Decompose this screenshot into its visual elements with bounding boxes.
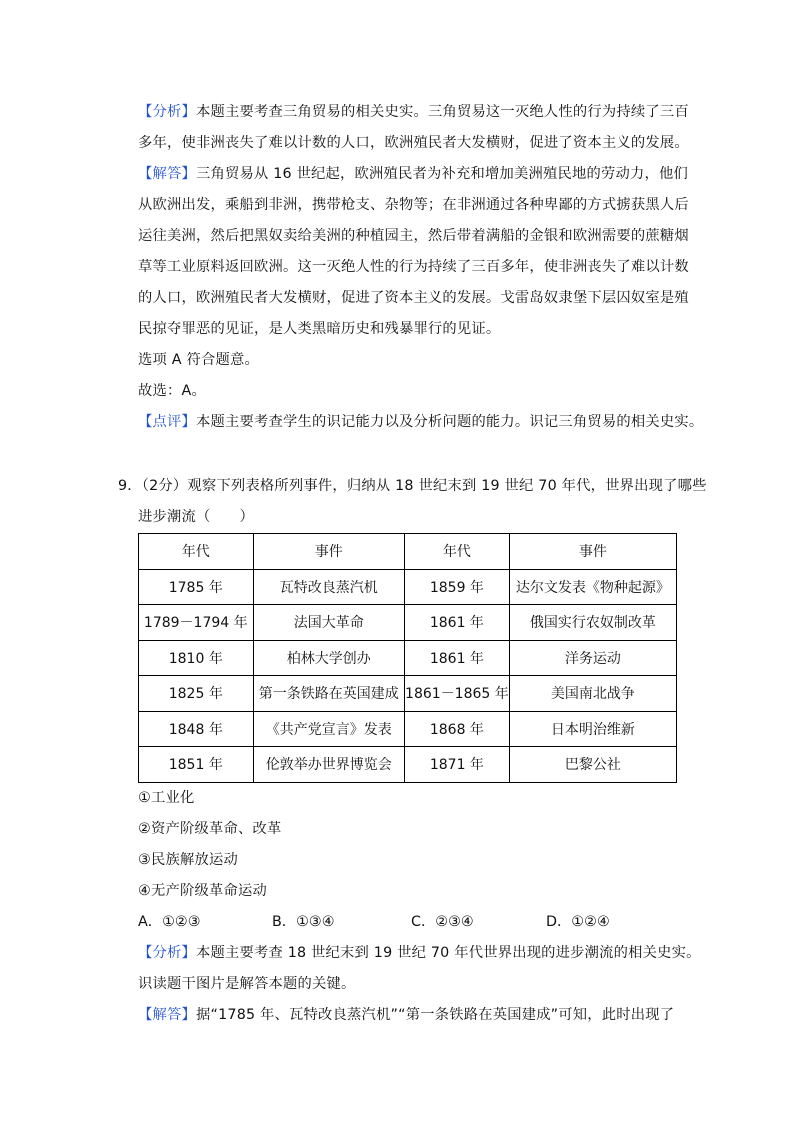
q9-option-c: C．②③④: [411, 914, 474, 930]
analysis-text: 本题主要考查 18 世纪末到 19 世纪 70 年代世界出现的进步潮流的相关史实。: [196, 945, 701, 961]
comment-tag: 【点评】: [138, 414, 196, 430]
q9-analysis-line: [138, 943, 701, 963]
analysis-tag: 【分析】: [138, 104, 196, 120]
q8-comment-line: [138, 412, 703, 432]
table-cell: 美国南北战争: [509, 676, 676, 712]
table-cell: 1871 年: [405, 747, 510, 783]
table-cell: 达尔文发表《物种起源》: [509, 569, 676, 605]
table-cell: 1785 年: [139, 569, 254, 605]
q9-analysis-line-2: 识读题干图片是解答本题的关键。: [138, 976, 356, 992]
table-cell: 俄国实行农奴制改革: [509, 605, 676, 641]
table-header-row: [139, 534, 677, 570]
q9-item-3: ③民族解放运动: [138, 852, 238, 868]
table-cell: 伦敦举办世界博览会: [253, 747, 404, 783]
table-cell: 1848 年: [139, 711, 254, 747]
q9-answer-line: [138, 1005, 674, 1025]
analysis-text: 本题主要考查三角贸易的相关史实。三角贸易这一灭绝人性的行为持续了三百: [196, 104, 689, 120]
table-cell: 日本明治维新: [509, 711, 676, 747]
events-table: [138, 533, 677, 783]
q9-item-4: ④无产阶级革命运动: [138, 883, 267, 899]
table-cell: 1789－1794 年: [139, 605, 254, 641]
q8-analysis-line-2: 多年，使非洲丧失了难以计数的人口，欧洲殖民者大发横财，促进了资本主义的发展。: [138, 135, 689, 151]
table-cell: 1861 年: [405, 640, 510, 676]
q9-option-d: D．①②④: [546, 914, 610, 930]
answer-text: 三角贸易从 16 世纪起，欧洲殖民者为补充和增加美洲殖民地的劳动力，他们: [196, 166, 688, 182]
q9-option-a: A．①②③: [138, 914, 201, 930]
table-cell: 第一条铁路在英国建成: [253, 676, 404, 712]
q9-stem-line: 9．（2分）观察下列表格所列事件，归纳从 18 世纪末到 19 世纪 70 年代，世界出现了哪些: [118, 478, 707, 494]
table-cell: 瓦特改良蒸汽机: [253, 569, 404, 605]
q8-answer-line: [138, 164, 688, 184]
q9-option-b: B．①③④: [272, 914, 335, 930]
q8-answer-line-5: 的人口，欧洲殖民者大发横财，促进了资本主义的发展。戈雷岛奴隶堡下层囚奴室是殖: [138, 290, 689, 306]
q8-answer-line-4: 草等工业原料返回欧洲。这一灭绝人性的行为持续了三百多年，使非洲丧失了难以计数: [138, 259, 689, 275]
table-cell: 1861－1865 年: [405, 676, 510, 712]
q8-choice-line: 选项 A 符合题意。: [138, 352, 259, 368]
table-cell: 柏林大学创办: [253, 640, 404, 676]
table-cell: 1861 年: [405, 605, 510, 641]
table-header-cell: 事件: [253, 534, 404, 570]
table-cell: 1868 年: [405, 711, 510, 747]
q8-answer-line-2: 从欧洲出发，乘船到非洲，携带枪支、杂物等；在非洲通过各种卑鄙的方式掳获黑人后: [138, 197, 689, 213]
answer-tag: 【解答】: [138, 1007, 196, 1023]
q9-item-2: ②资产阶级革命、改革: [138, 821, 282, 837]
table-row: [139, 605, 677, 641]
q9-item-1: ①工业化: [138, 790, 195, 806]
table-header-cell: 年代: [139, 534, 254, 570]
table-cell: 1825 年: [139, 676, 254, 712]
table-cell: 法国大革命: [253, 605, 404, 641]
table-row: [139, 711, 677, 747]
answer-text: 据“1785 年、瓦特改良蒸汽机”“第一条铁路在英国建成”可知，此时出现了: [196, 1007, 675, 1023]
table-header-cell: 年代: [405, 534, 510, 570]
q8-final-answer: 故选：A。: [138, 383, 206, 399]
table-cell: 1859 年: [405, 569, 510, 605]
table-cell: 1851 年: [139, 747, 254, 783]
table-header-cell: 事件: [509, 534, 676, 570]
table-row: [139, 640, 677, 676]
q8-analysis-line: [138, 102, 689, 122]
comment-text: 本题主要考查学生的识记能力以及分析问题的能力。识记三角贸易的相关史实。: [196, 414, 704, 430]
q8-answer-line-6: 民掠夺罪恶的见证，是人类黑暗历史和残暴罪行的见证。: [138, 321, 501, 337]
table-row: [139, 747, 677, 783]
table-cell: 洋务运动: [509, 640, 676, 676]
table-row: [139, 569, 677, 605]
q9-stem-line-2: 进步潮流（ ）: [138, 509, 254, 525]
table-cell: 1810 年: [139, 640, 254, 676]
analysis-tag: 【分析】: [138, 945, 196, 961]
table-cell: 巴黎公社: [509, 747, 676, 783]
table-cell: 《共产党宣言》发表: [253, 711, 404, 747]
q8-answer-line-3: 运往美洲，然后把黑奴卖给美洲的种植园主，然后带着满船的金银和欧洲需要的蔗糖烟: [138, 228, 689, 244]
table-row: [139, 676, 677, 712]
answer-tag: 【解答】: [138, 166, 196, 182]
